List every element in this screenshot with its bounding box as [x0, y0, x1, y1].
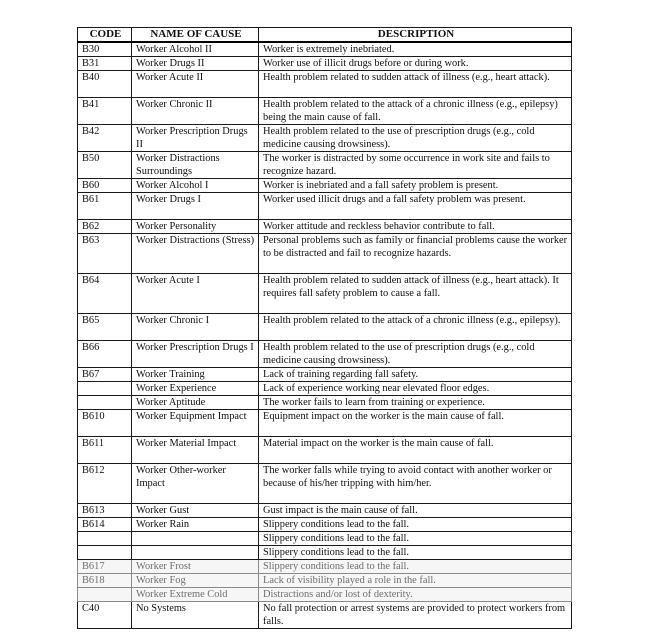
- cause-code: B31: [78, 57, 132, 71]
- table-row: [78, 574, 572, 588]
- cause-name: Worker Equipment Impact: [132, 410, 259, 437]
- table-row: [78, 57, 572, 71]
- cause-name: Worker Acute II: [132, 71, 259, 98]
- cause-description: Gust impact is the main cause of fall.: [259, 504, 572, 518]
- cause-name: [132, 532, 259, 546]
- cause-name: Worker Prescription Drugs II: [132, 125, 259, 152]
- table-row: [78, 234, 572, 274]
- table-row: [78, 42, 572, 57]
- cause-name: Worker Drugs I: [132, 193, 259, 220]
- cause-code: C40: [78, 602, 132, 629]
- cause-description: Material impact on the worker is the main cause of fall.: [259, 437, 572, 464]
- causes-table: [77, 27, 572, 629]
- cause-description: Slippery conditions lead to the fall.: [259, 518, 572, 532]
- cause-code: B41: [78, 98, 132, 125]
- cause-code: [78, 382, 132, 396]
- table-row: [78, 560, 572, 574]
- table-body: [78, 42, 572, 629]
- cause-code: B62: [78, 220, 132, 234]
- cause-description: No fall protection or arrest systems are provided to protect workers from falls.: [259, 602, 572, 629]
- cause-name: [132, 546, 259, 560]
- cause-name: Worker Training: [132, 368, 259, 382]
- header-description: DESCRIPTION: [259, 28, 572, 43]
- cause-code: B613: [78, 504, 132, 518]
- cause-description: Health problem related to the attack of a chronic illness (e.g., epilepsy).: [259, 314, 572, 341]
- cause-code: B64: [78, 274, 132, 314]
- cause-name: Worker Alcohol II: [132, 42, 259, 57]
- cause-description: Slippery conditions lead to the fall.: [259, 532, 572, 546]
- cause-name: Worker Material Impact: [132, 437, 259, 464]
- cause-name: Worker Other-worker Impact: [132, 464, 259, 504]
- cause-name: Worker Experience: [132, 382, 259, 396]
- table-row: [78, 382, 572, 396]
- header-name-of-cause: NAME OF CAUSE: [132, 28, 259, 43]
- cause-code: [78, 532, 132, 546]
- table-row: [78, 464, 572, 504]
- cause-name: Worker Alcohol I: [132, 179, 259, 193]
- table-row: [78, 368, 572, 382]
- cause-description: Health problem related to the attack of a chronic illness (e.g., epilepsy) being the main cause of fall.: [259, 98, 572, 125]
- cause-description: Health problem related to the use of prescription drugs (e.g., cold medicine causing drowsiness).: [259, 341, 572, 368]
- cause-name: Worker Drugs II: [132, 57, 259, 71]
- cause-description: Distractions and/or lost of dexterity.: [259, 588, 572, 602]
- cause-description: Worker used illicit drugs and a fall safety problem was present.: [259, 193, 572, 220]
- cause-description: Slippery conditions lead to the fall.: [259, 560, 572, 574]
- cause-code: B42: [78, 125, 132, 152]
- cause-description: Health problem related to the use of prescription drugs (e.g., cold medicine causing drowsiness).: [259, 125, 572, 152]
- table-row: [78, 71, 572, 98]
- cause-code: [78, 396, 132, 410]
- cause-description: Equipment impact on the worker is the main cause of fall.: [259, 410, 572, 437]
- table-row: [78, 437, 572, 464]
- cause-code: [78, 588, 132, 602]
- cause-description: Lack of experience working near elevated floor edges.: [259, 382, 572, 396]
- table-row: [78, 179, 572, 193]
- table-row: [78, 396, 572, 410]
- cause-code: B67: [78, 368, 132, 382]
- cause-code: B618: [78, 574, 132, 588]
- table-row: [78, 152, 572, 179]
- cause-name: Worker Rain: [132, 518, 259, 532]
- cause-description: Worker use of illicit drugs before or during work.: [259, 57, 572, 71]
- cause-code: B40: [78, 71, 132, 98]
- cause-code: [78, 546, 132, 560]
- cause-description: The worker fails to learn from training or experience.: [259, 396, 572, 410]
- cause-name: Worker Fog: [132, 574, 259, 588]
- cause-description: Lack of training regarding fall safety.: [259, 368, 572, 382]
- table-row: [78, 546, 572, 560]
- cause-description: Personal problems such as family or financial problems cause the worker to be distracted and fail to recognize hazards.: [259, 234, 572, 274]
- cause-name: Worker Gust: [132, 504, 259, 518]
- cause-code: B610: [78, 410, 132, 437]
- header-row: [78, 28, 572, 43]
- cause-name: Worker Distractions (Stress): [132, 234, 259, 274]
- table-row: [78, 410, 572, 437]
- cause-code: B60: [78, 179, 132, 193]
- cause-name: Worker Prescription Drugs I: [132, 341, 259, 368]
- cause-description: Worker is extremely inebriated.: [259, 42, 572, 57]
- cause-name: Worker Acute I: [132, 274, 259, 314]
- cause-name: Worker Chronic II: [132, 98, 259, 125]
- header-code: CODE: [78, 28, 132, 43]
- cause-name: Worker Distractions Surroundings: [132, 152, 259, 179]
- cause-code: B61: [78, 193, 132, 220]
- cause-name: Worker Chronic I: [132, 314, 259, 341]
- cause-name: Worker Extreme Cold: [132, 588, 259, 602]
- table-row: [78, 220, 572, 234]
- cause-description: Health problem related to sudden attack of illness (e.g., heart attack).: [259, 71, 572, 98]
- cause-description: The worker falls while trying to avoid contact with another worker or because of his/her tripping with him/her.: [259, 464, 572, 504]
- table-row: [78, 341, 572, 368]
- cause-description: Health problem related to sudden attack of illness (e.g., heart attack). It requires fall safety problem to cause a fall.: [259, 274, 572, 314]
- cause-name: Worker Aptitude: [132, 396, 259, 410]
- cause-code: B612: [78, 464, 132, 504]
- cause-code: B30: [78, 42, 132, 57]
- table-header: [78, 28, 572, 43]
- cause-name: Worker Frost: [132, 560, 259, 574]
- table-row: [78, 504, 572, 518]
- table-row: [78, 518, 572, 532]
- cause-code: B63: [78, 234, 132, 274]
- table-row: [78, 274, 572, 314]
- table-row: [78, 314, 572, 341]
- cause-description: Worker is inebriated and a fall safety problem is present.: [259, 179, 572, 193]
- table-row: [78, 602, 572, 629]
- table-row: [78, 588, 572, 602]
- cause-description: Worker attitude and reckless behavior contribute to fall.: [259, 220, 572, 234]
- cause-code: B50: [78, 152, 132, 179]
- cause-code: B65: [78, 314, 132, 341]
- cause-code: B611: [78, 437, 132, 464]
- cause-name: Worker Personality: [132, 220, 259, 234]
- cause-code: B617: [78, 560, 132, 574]
- cause-description: Lack of visibility played a role in the fall.: [259, 574, 572, 588]
- table-row: [78, 532, 572, 546]
- table-row: [78, 98, 572, 125]
- table-row: [78, 125, 572, 152]
- cause-code: B66: [78, 341, 132, 368]
- cause-code: B614: [78, 518, 132, 532]
- cause-description: Slippery conditions lead to the fall.: [259, 546, 572, 560]
- table-row: [78, 193, 572, 220]
- cause-name: No Systems: [132, 602, 259, 629]
- cause-description: The worker is distracted by some occurrence in work site and fails to recognize hazard.: [259, 152, 572, 179]
